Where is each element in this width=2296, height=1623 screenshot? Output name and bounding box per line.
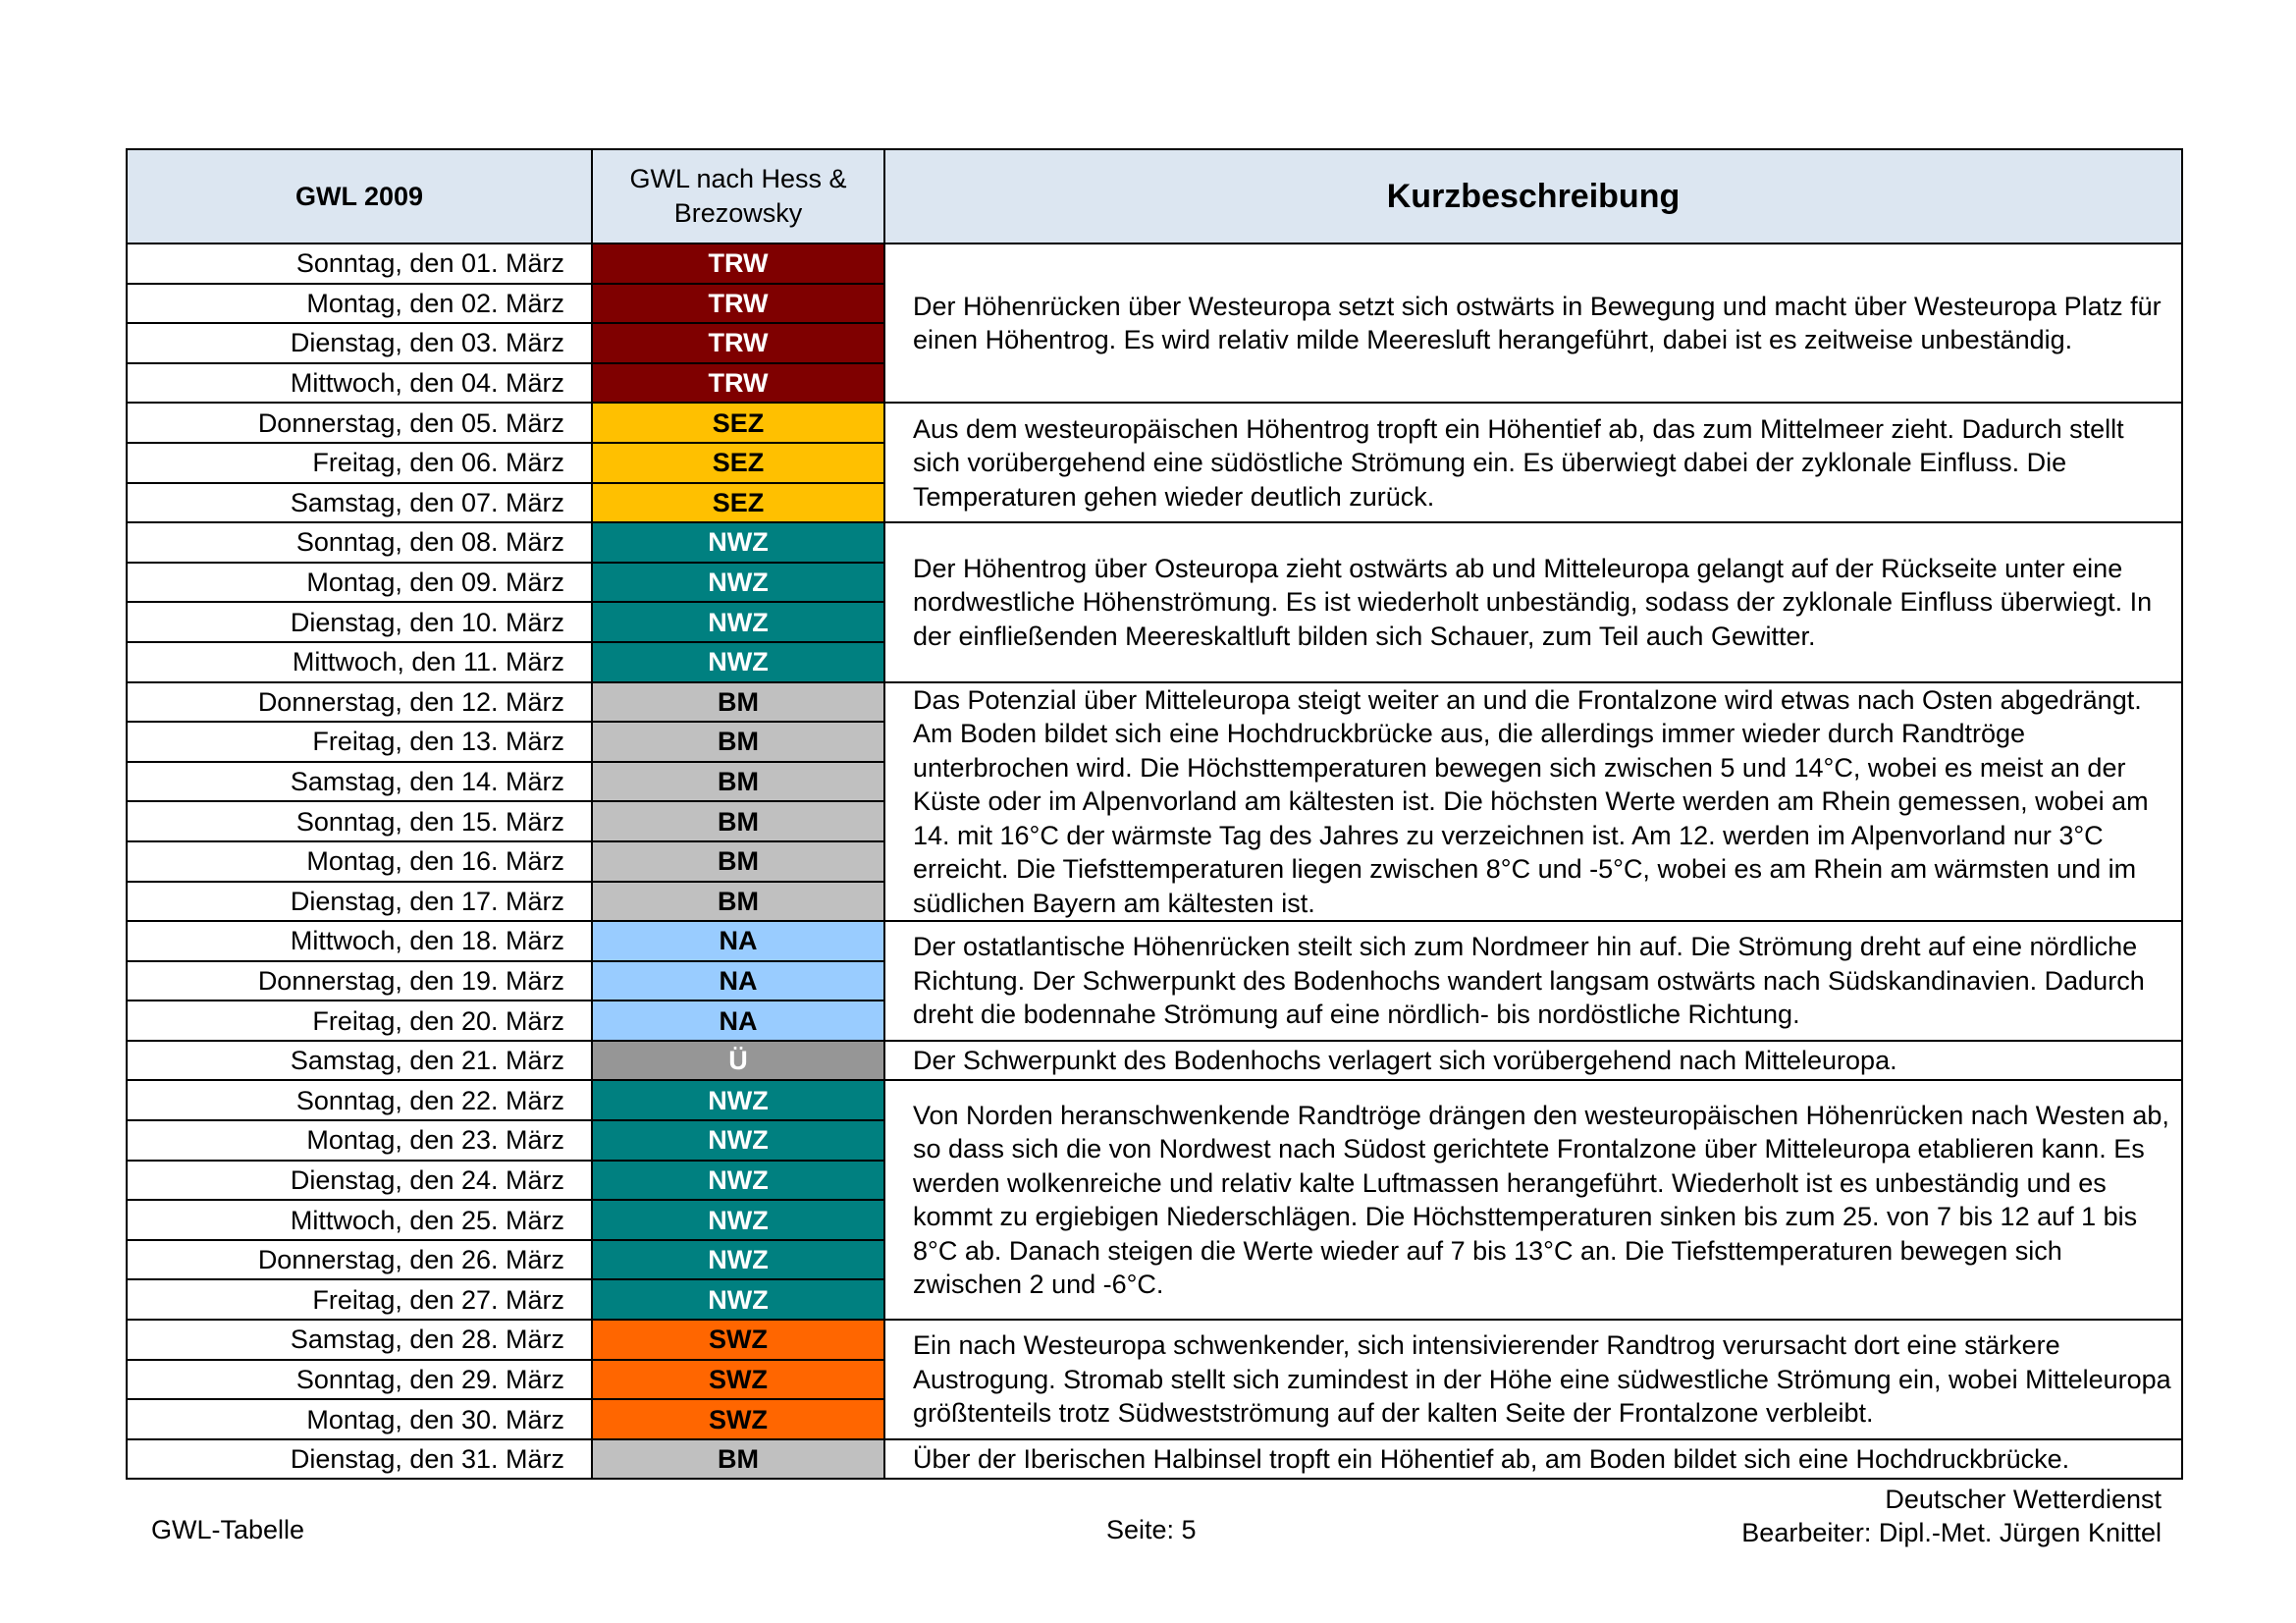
gwl-code-cell: Ü [592,1041,884,1081]
table-row [127,921,2182,961]
header-gwl-code: GWL nach Hess & Brezowsky [592,149,884,243]
gwl-code-cell: NWZ [592,602,884,642]
gwl-code-cell: TRW [592,323,884,363]
gwl-code-cell: NWZ [592,1279,884,1320]
gwl-code-cell: BM [592,801,884,841]
gwl-table [126,148,2183,1480]
table-row [127,1439,2182,1480]
gwl-code-cell: TRW [592,243,884,284]
description-cell: Das Potenzial über Mitteleuropa steigt weiter an und die Frontalzone wird etwas nach Osten abgedrängt. Am Boden bildet sich eine Hochdruckbrücke aus, die allerdings immer wieder durch Randtröge unterbrochen wird. Die Höchsttemperaturen bewegen sich zwischen 5 und 14°C, wobei es meist an der Küste oder im Alpenvorland am kältesten ist. Die höchsten Werte werden am Rhein gemessen, wobei am 14. mit 16°C der wärmste Tag des Jahres zu verzeichnen ist. Am 12. werden im Alpenvorland nur 3°C erreicht. Die Tiefsttemperaturen liegen zwischen 8°C und -5°C, wobei es am Rhein am wärmsten und im südlichen Bayern am kältesten ist. [884,682,2182,922]
date-cell: Montag, den 30. März [127,1399,592,1439]
gwl-code-cell: NA [592,921,884,961]
gwl-code-cell: SWZ [592,1360,884,1400]
date-cell: Montag, den 09. März [127,563,592,603]
footer-author-block [1741,1483,2162,1549]
table-row [127,243,2182,284]
gwl-code-cell: BM [592,682,884,723]
date-cell: Mittwoch, den 25. März [127,1200,592,1240]
date-cell: Donnerstag, den 12. März [127,682,592,723]
gwl-code-cell: TRW [592,363,884,404]
description-cell: Von Norden heranschwenkende Randtröge drängen den westeuropäischen Höhenrücken nach Westen ab, so dass sich die von Nordwest nach Südost gerichtete Frontalzone über Mitteleuropa etablieren kann. Es werden wolkenreiche und relativ kalte Luftmassen herangeführt. Wiederholt ist es unbeständig und es kommt zu ergiebigen Niederschlägen. Die Höchsttemperaturen sinken bis zum 25. von 7 bis 12 auf 1 bis 8°C ab. Danach steigen die Werte wieder auf 7 bis 13°C an. Die Tiefsttemperaturen bewegen sich zwischen 2 und -6°C. [884,1080,2182,1320]
footer-page-number: Seite: 5 [1106,1515,1197,1544]
gwl-code-cell: NWZ [592,642,884,682]
date-cell: Freitag, den 06. März [127,443,592,483]
table-row [127,682,2182,723]
table-row [127,1320,2182,1360]
date-cell: Montag, den 02. März [127,284,592,324]
date-cell: Mittwoch, den 18. März [127,921,592,961]
gwl-code-cell: TRW [592,284,884,324]
date-cell: Samstag, den 07. März [127,483,592,523]
date-cell: Freitag, den 20. März [127,1001,592,1041]
table-row [127,1041,2182,1081]
gwl-code-cell: NWZ [592,563,884,603]
gwl-code-cell: NA [592,961,884,1001]
description-cell: Über der Iberischen Halbinsel tropft ein Höhentief ab, am Boden bildet sich eine Hochdruckbrücke. [884,1439,2182,1480]
description-cell: Der Höhenrücken über Westeuropa setzt sich ostwärts in Bewegung und macht über Westeuropa Platz für einen Höhentrog. Es wird relativ milde Meeresluft herangeführt, dabei ist es zeitweise unbeständig. [884,243,2182,403]
date-cell: Montag, den 16. März [127,841,592,882]
gwl-code-cell: NWZ [592,522,884,563]
description-cell: Ein nach Westeuropa schwenkender, sich intensivierender Randtrog verursacht dort eine stärkere Austrogung. Stromab stellt sich zumindest in der Höhe eine südwestliche Strömung ein, wobei Mitteleuropa größtenteils trotz Südwestströmung auf der kalten Seite der Frontalzone verbleibt. [884,1320,2182,1439]
gwl-code-cell: NA [592,1001,884,1041]
table-row [127,1080,2182,1120]
gwl-code-cell: NWZ [592,1200,884,1240]
footer-document-title: GWL-Tabelle [151,1515,305,1544]
description-cell: Aus dem westeuropäischen Höhentrog tropft ein Höhentief ab, das zum Mittelmeer zieht. Dadurch stellt sich vorübergehend eine südöstliche Strömung ein. Es überwiegt dabei der zyklonale Einfluss. Die Temperaturen gehen wieder deutlich zurück. [884,403,2182,522]
description-cell: Der Schwerpunkt des Bodenhochs verlagert sich vorübergehend nach Mitteleuropa. [884,1041,2182,1081]
date-cell: Mittwoch, den 11. März [127,642,592,682]
gwl-code-cell: NWZ [592,1120,884,1161]
gwl-code-cell: BM [592,882,884,922]
table-row [127,403,2182,443]
header-description: Kurzbeschreibung [884,149,2182,243]
date-cell: Donnerstag, den 19. März [127,961,592,1001]
header-date: GWL 2009 [127,149,592,243]
table-body [127,243,2182,1479]
date-cell: Sonntag, den 15. März [127,801,592,841]
gwl-code-cell: BM [592,722,884,762]
header-row [127,149,2182,243]
gwl-code-cell: SEZ [592,483,884,523]
date-cell: Dienstag, den 31. März [127,1439,592,1480]
date-cell: Montag, den 23. März [127,1120,592,1161]
date-cell: Sonntag, den 29. März [127,1360,592,1400]
date-cell: Mittwoch, den 04. März [127,363,592,404]
description-cell: Der ostatlantische Höhenrücken steilt sich zum Nordmeer hin auf. Die Strömung dreht auf eine nördliche Richtung. Der Schwerpunkt des Bodenhochs wandert langsam ostwärts nach Südskandinavien. Dadurch dreht die bodennahe Strömung auf eine nördlich- bis nordöstliche Richtung. [884,921,2182,1041]
gwl-code-cell: SWZ [592,1320,884,1360]
footer-organization: Deutscher Wetterdienst [1885,1485,2162,1514]
date-cell: Dienstag, den 10. März [127,602,592,642]
date-cell: Samstag, den 28. März [127,1320,592,1360]
date-cell: Sonntag, den 08. März [127,522,592,563]
date-cell: Sonntag, den 01. März [127,243,592,284]
gwl-code-cell: NWZ [592,1080,884,1120]
date-cell: Dienstag, den 03. März [127,323,592,363]
gwl-code-cell: BM [592,841,884,882]
date-cell: Samstag, den 21. März [127,1041,592,1081]
date-cell: Freitag, den 27. März [127,1279,592,1320]
gwl-code-cell: NWZ [592,1240,884,1280]
gwl-code-cell: BM [592,762,884,802]
date-cell: Dienstag, den 17. März [127,882,592,922]
date-cell: Freitag, den 13. März [127,722,592,762]
footer-editor: Bearbeiter: Dipl.-Met. Jürgen Knittel [1741,1518,2162,1547]
description-cell: Der Höhentrog über Osteuropa zieht ostwärts ab und Mitteleuropa gelangt auf der Rückseite unter eine nordwestliche Höhenströmung. Es ist wiederholt unbeständig, sodass der zyklonale Einfluss überwiegt. In der einfließenden Meereskaltluft bilden sich Schauer, zum Teil auch Gewitter. [884,522,2182,681]
date-cell: Samstag, den 14. März [127,762,592,802]
date-cell: Donnerstag, den 26. März [127,1240,592,1280]
date-cell: Sonntag, den 22. März [127,1080,592,1120]
gwl-code-cell: SEZ [592,403,884,443]
table-row [127,522,2182,563]
gwl-code-cell: SEZ [592,443,884,483]
date-cell: Dienstag, den 24. März [127,1161,592,1201]
gwl-code-cell: BM [592,1439,884,1480]
gwl-code-cell: SWZ [592,1399,884,1439]
gwl-code-cell: NWZ [592,1161,884,1201]
date-cell: Donnerstag, den 05. März [127,403,592,443]
